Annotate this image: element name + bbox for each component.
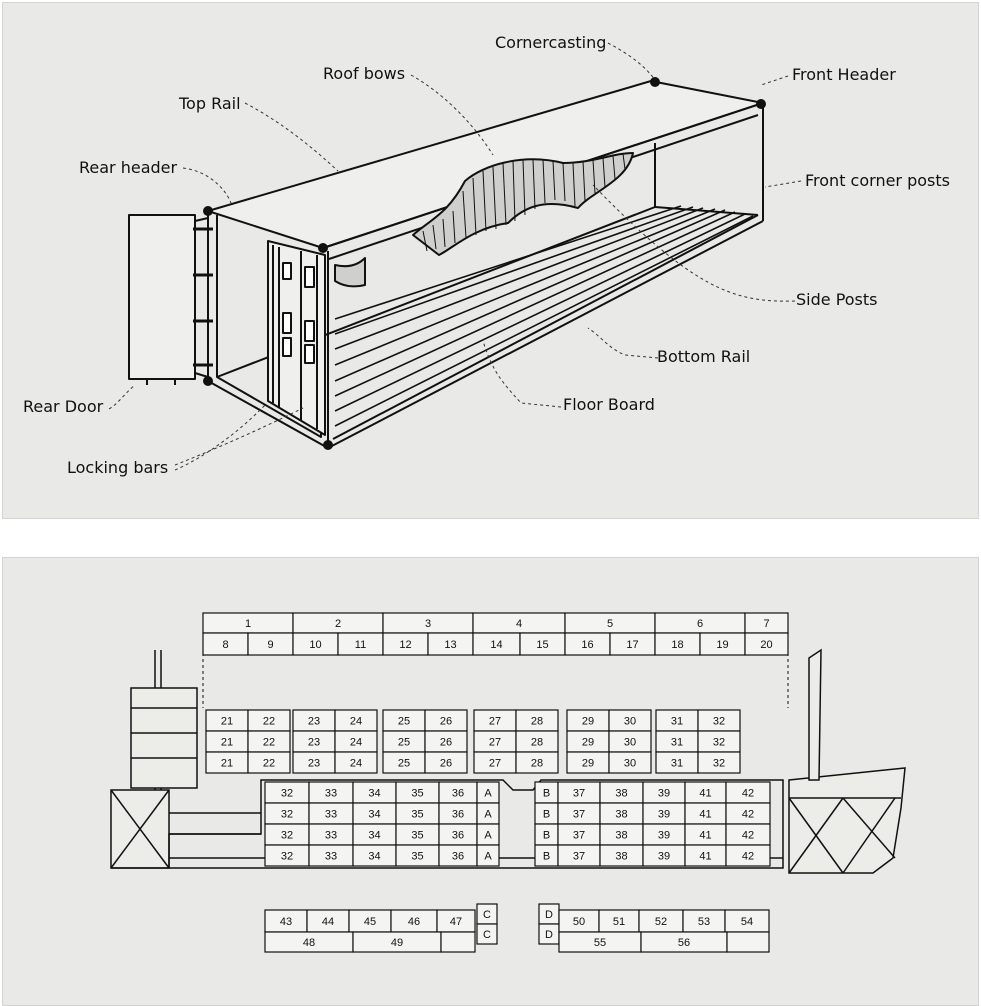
stowage-label: 31 (670, 736, 684, 749)
deck-group-4 (473, 613, 565, 633)
stowage-label: 49 (390, 937, 404, 949)
stowage-label: 41 (699, 829, 712, 842)
stowage-label: 31 (670, 715, 684, 728)
stowage-label: 9 (267, 639, 274, 651)
upper-slot-25 (383, 731, 425, 752)
stowage-label: 29 (581, 736, 595, 749)
stowage-label: 13 (444, 639, 457, 651)
stowage-label: 47 (449, 916, 463, 928)
hold-fwd-A (477, 824, 499, 845)
stowage-label: 37 (572, 808, 586, 821)
stowage-label: C (483, 909, 491, 921)
hold-fwd-A (477, 803, 499, 824)
upper-slot-30 (609, 752, 651, 773)
upper-slot-27 (474, 752, 516, 773)
deck-bay-13 (428, 633, 473, 655)
stowage-label: B (542, 808, 551, 821)
upper-slot-31 (656, 710, 698, 731)
stowage-label: 25 (397, 736, 411, 749)
upper-slot-25 (383, 710, 425, 731)
hold-aft-41 (685, 803, 726, 824)
upper-slot-31 (656, 731, 698, 752)
stowage-label: 37 (572, 850, 586, 863)
stowage-label: 23 (307, 736, 321, 749)
stowage-label: 41 (699, 808, 712, 821)
bottom-right-52 (639, 910, 683, 932)
stowage-label: 52 (654, 916, 668, 928)
stowage-label: 29 (581, 757, 595, 770)
stowage-label: 38 (615, 808, 628, 821)
hold-fwd-36 (439, 845, 477, 866)
stowage-label: 35 (411, 829, 424, 842)
hold-fwd-34 (353, 824, 396, 845)
stowage-label: A (484, 808, 492, 821)
upper-slot-21 (206, 752, 248, 773)
stowage-label: 46 (407, 916, 421, 928)
upper-slot-22 (248, 731, 290, 752)
upper-slot-30 (609, 731, 651, 752)
stowage-label: B (542, 850, 551, 863)
hold-aft-41 (685, 845, 726, 866)
stowage-label: 6 (696, 618, 704, 630)
stowage-label: A (484, 787, 492, 800)
stowage-label: 24 (349, 715, 363, 728)
bottom-right-50 (559, 910, 599, 932)
stowage-label: 23 (307, 715, 321, 728)
upper-slot-32 (698, 731, 740, 752)
upper-slot-21 (206, 710, 248, 731)
stowage-label: 30 (623, 715, 637, 728)
stowage-label: B (542, 787, 551, 800)
label-bottom-rail: Bottom Rail (657, 347, 751, 366)
hold-fwd-32 (265, 845, 309, 866)
rear-door-panel (129, 215, 195, 379)
label-rear-door: Rear Door (23, 397, 104, 416)
upper-slot-23 (293, 752, 335, 773)
stowage-label: 1 (244, 618, 252, 630)
hold-aft-42 (726, 845, 770, 866)
stowage-label: 41 (699, 850, 712, 863)
stowage-label: 26 (439, 715, 453, 728)
stowage-label: 33 (324, 787, 338, 800)
stowage-label: 45 (363, 916, 377, 928)
stowage-label: 25 (397, 757, 411, 770)
stowage-label: 3 (424, 618, 432, 630)
upper-slot-23 (293, 731, 335, 752)
stowage-label: 36 (451, 808, 465, 821)
stowage-label: 18 (671, 639, 684, 651)
hold-fwd-32 (265, 824, 309, 845)
stowage-label: 8 (222, 639, 229, 651)
hold-aft-39 (643, 803, 685, 824)
deck-bay-11 (338, 633, 383, 655)
stowage-plan-panel (2, 557, 979, 1006)
upper-slot-25 (383, 752, 425, 773)
stowage-label: 20 (760, 639, 773, 651)
upper-slot-28 (516, 710, 558, 731)
deck-group-2 (293, 613, 383, 633)
label-side-posts: Side Posts (796, 290, 878, 309)
container-diagram-panel (2, 2, 979, 519)
bottom-left-44 (307, 910, 349, 932)
stowage-label: 39 (657, 808, 671, 821)
stowage-label: 36 (451, 829, 465, 842)
stowage-label: 26 (439, 757, 453, 770)
hold-fwd-35 (396, 803, 439, 824)
bottom-left-49 (353, 932, 441, 952)
upper-slot-28 (516, 752, 558, 773)
hold-fwd-36 (439, 803, 477, 824)
upper-slot-29 (567, 731, 609, 752)
stowage-label: 43 (279, 916, 293, 928)
bottom-right-51 (599, 910, 639, 932)
stowage-label: 22 (262, 736, 276, 749)
upper-slot-21 (206, 731, 248, 752)
stowage-label: 28 (530, 715, 544, 728)
deck-group-1 (203, 613, 293, 633)
stowage-label: 5 (606, 618, 614, 630)
upper-slot-26 (425, 731, 467, 752)
hold-fwd-35 (396, 824, 439, 845)
stowage-label: B (542, 829, 551, 842)
bottom-right-53 (683, 910, 725, 932)
bottom-right-55 (559, 932, 641, 952)
label-rear-header: Rear header (79, 158, 178, 177)
upper-slot-26 (425, 752, 467, 773)
stowage-label: 38 (615, 850, 628, 863)
hold-aft-42 (726, 803, 770, 824)
hold-fwd-32 (265, 803, 309, 824)
stowage-label: 7 (763, 618, 770, 630)
upper-slot-27 (474, 731, 516, 752)
stowage-label: 32 (280, 829, 294, 842)
stowage-label: 26 (439, 736, 453, 749)
stowage-label: 19 (716, 639, 729, 651)
hold-fwd-33 (309, 803, 353, 824)
upper-slot-31 (656, 752, 698, 773)
stowage-label: 36 (451, 850, 465, 863)
stowage-label: 22 (262, 715, 276, 728)
bottom-c-2 (477, 924, 497, 944)
stowage-label: 25 (397, 715, 411, 728)
stowage-label: 36 (451, 787, 465, 800)
hold-fwd-33 (309, 782, 353, 803)
stowage-label: 33 (324, 829, 338, 842)
hold-fwd-34 (353, 803, 396, 824)
bottom-left-46 (391, 910, 437, 932)
label-roof-bows: Roof bows (323, 64, 406, 83)
hold-aft-39 (643, 782, 685, 803)
upper-slot-32 (698, 752, 740, 773)
stowage-label: D (545, 929, 553, 941)
upper-slot-29 (567, 710, 609, 731)
stowage-label: 21 (220, 736, 234, 749)
stowage-label: 32 (280, 850, 294, 863)
stowage-label: 48 (302, 937, 316, 949)
bottom-right-56 (641, 932, 727, 952)
deck-bay-19 (700, 633, 745, 655)
hold-aft-B (535, 845, 558, 866)
label-front-corner-posts: Front corner posts (805, 171, 950, 190)
deck-bay-8 (203, 633, 248, 655)
hold-aft-37 (558, 782, 600, 803)
hold-fwd-34 (353, 845, 396, 866)
hold-aft-39 (643, 845, 685, 866)
bottom-d-2 (539, 924, 559, 944)
bottom-right-empty (727, 932, 769, 952)
stowage-label: 30 (623, 757, 637, 770)
hold-fwd-A (477, 782, 499, 803)
stowage-label: 34 (368, 829, 381, 842)
hold-aft-41 (685, 782, 726, 803)
deck-bay-12 (383, 633, 428, 655)
stowage-label: 21 (220, 757, 234, 770)
stowage-label: 32 (280, 787, 294, 800)
stowage-label: 32 (280, 808, 294, 821)
deck-bay-9 (248, 633, 293, 655)
label-cornercasting: Cornercasting (495, 33, 607, 52)
stowage-label: 54 (740, 916, 754, 928)
stowage-label: 42 (741, 829, 755, 842)
stowage-label: 35 (411, 850, 424, 863)
hold-fwd-34 (353, 782, 396, 803)
hold-aft-37 (558, 803, 600, 824)
label-locking-bars: Locking bars (67, 458, 169, 477)
stowage-label: 56 (677, 937, 691, 949)
bottom-c-1 (477, 904, 497, 924)
upper-slot-22 (248, 752, 290, 773)
bottom-rail (328, 221, 763, 448)
stowage-label: 38 (615, 829, 628, 842)
stowage-label: 31 (670, 757, 684, 770)
bottom-right-54 (725, 910, 769, 932)
stowage-label: 34 (368, 850, 381, 863)
hold-fwd-33 (309, 845, 353, 866)
stowage-label: 42 (741, 850, 755, 863)
stowage-label: 39 (657, 787, 671, 800)
stowage-label: 11 (354, 639, 367, 651)
deck-group-6 (655, 613, 745, 633)
stowage-label: 14 (490, 639, 503, 651)
stowage-label: 15 (536, 639, 549, 651)
hold-aft-42 (726, 782, 770, 803)
stowage-label: D (545, 909, 553, 921)
stowage-label: 17 (626, 639, 639, 651)
stowage-label: 35 (411, 787, 424, 800)
hold-fwd-35 (396, 845, 439, 866)
stowage-label: 39 (657, 829, 671, 842)
stowage-label: 35 (411, 808, 424, 821)
hold-aft-41 (685, 824, 726, 845)
stowage-label: 42 (741, 787, 755, 800)
stowage-label: 22 (262, 757, 276, 770)
hold-aft-37 (558, 824, 600, 845)
stowage-label: 23 (307, 757, 321, 770)
hold-fwd-36 (439, 782, 477, 803)
upper-slot-24 (335, 752, 377, 773)
stowage-label: 53 (697, 916, 711, 928)
bottom-d-1 (539, 904, 559, 924)
upper-slot-28 (516, 731, 558, 752)
stowage-label: 27 (488, 757, 502, 770)
stowage-label: 32 (712, 736, 726, 749)
hold-aft-38 (600, 824, 643, 845)
hold-fwd-35 (396, 782, 439, 803)
upper-slot-24 (335, 731, 377, 752)
floor-boards (335, 206, 753, 426)
stowage-label: 33 (324, 850, 338, 863)
stowage-label: 38 (615, 787, 628, 800)
hold-aft-42 (726, 824, 770, 845)
stowage-label: 34 (368, 808, 381, 821)
upper-slot-24 (335, 710, 377, 731)
hold-fwd-33 (309, 824, 353, 845)
stowage-label: 32 (712, 757, 726, 770)
upper-slot-23 (293, 710, 335, 731)
upper-slot-32 (698, 710, 740, 731)
label-front-header: Front Header (792, 65, 896, 84)
stowage-label: 32 (712, 715, 726, 728)
hold-fwd-32 (265, 782, 309, 803)
stowage-label: 33 (324, 808, 338, 821)
upper-slot-22 (248, 710, 290, 731)
stowage-label: 16 (581, 639, 594, 651)
deck-bay-20 (745, 633, 788, 655)
hold-aft-B (535, 803, 558, 824)
hold-aft-B (535, 782, 558, 803)
hold-aft-B (535, 824, 558, 845)
stowage-label: 51 (612, 916, 626, 928)
bottom-left-empty (441, 932, 475, 952)
hold-aft-37 (558, 845, 600, 866)
deck-bay-16 (565, 633, 610, 655)
deck-bay-14 (473, 633, 520, 655)
upper-slot-26 (425, 710, 467, 731)
stowage-label: 34 (368, 787, 381, 800)
stowage-label: 37 (572, 829, 586, 842)
stowage-label: 27 (488, 736, 502, 749)
upper-slot-27 (474, 710, 516, 731)
stowage-label: 55 (593, 937, 607, 949)
stowage-label: 50 (572, 916, 586, 928)
deck-bay-17 (610, 633, 655, 655)
stowage-label: A (484, 829, 492, 842)
stowage-label: 29 (581, 715, 595, 728)
deck-group-3 (383, 613, 473, 633)
stowage-label: 24 (349, 757, 363, 770)
stowage-label: 24 (349, 736, 363, 749)
stowage-label: A (484, 850, 492, 863)
stowage-label: C (483, 929, 491, 941)
stowage-label: 37 (572, 787, 586, 800)
deck-bay-15 (520, 633, 565, 655)
stowage-label: 41 (699, 787, 712, 800)
stowage-label: 27 (488, 715, 502, 728)
stowage-label: 21 (220, 715, 234, 728)
stowage-grid (3, 558, 978, 1005)
deck-bay-18 (655, 633, 700, 655)
label-floor-board: Floor Board (563, 395, 655, 414)
stowage-label: 4 (515, 618, 523, 630)
upper-slot-30 (609, 710, 651, 731)
bottom-left-48 (265, 932, 353, 952)
hold-fwd-A (477, 845, 499, 866)
bottom-left-45 (349, 910, 391, 932)
deck-bay-10 (293, 633, 338, 655)
stowage-label: 42 (741, 808, 755, 821)
hold-aft-38 (600, 803, 643, 824)
stowage-label: 2 (334, 618, 342, 630)
hold-aft-38 (600, 845, 643, 866)
bottom-left-43 (265, 910, 307, 932)
stowage-label: 39 (657, 850, 671, 863)
stowage-label: 28 (530, 757, 544, 770)
stowage-label: 12 (399, 639, 412, 651)
deck-group-5 (565, 613, 655, 633)
label-top-rail: Top Rail (179, 94, 241, 113)
hold-fwd-36 (439, 824, 477, 845)
hold-aft-38 (600, 782, 643, 803)
stowage-label: 30 (623, 736, 637, 749)
upper-slot-29 (567, 752, 609, 773)
bottom-left-47 (437, 910, 475, 932)
deck-group-7 (745, 613, 788, 633)
hold-aft-39 (643, 824, 685, 845)
stowage-label: 10 (309, 639, 322, 651)
stowage-label: 44 (321, 916, 335, 928)
stowage-label: 28 (530, 736, 544, 749)
